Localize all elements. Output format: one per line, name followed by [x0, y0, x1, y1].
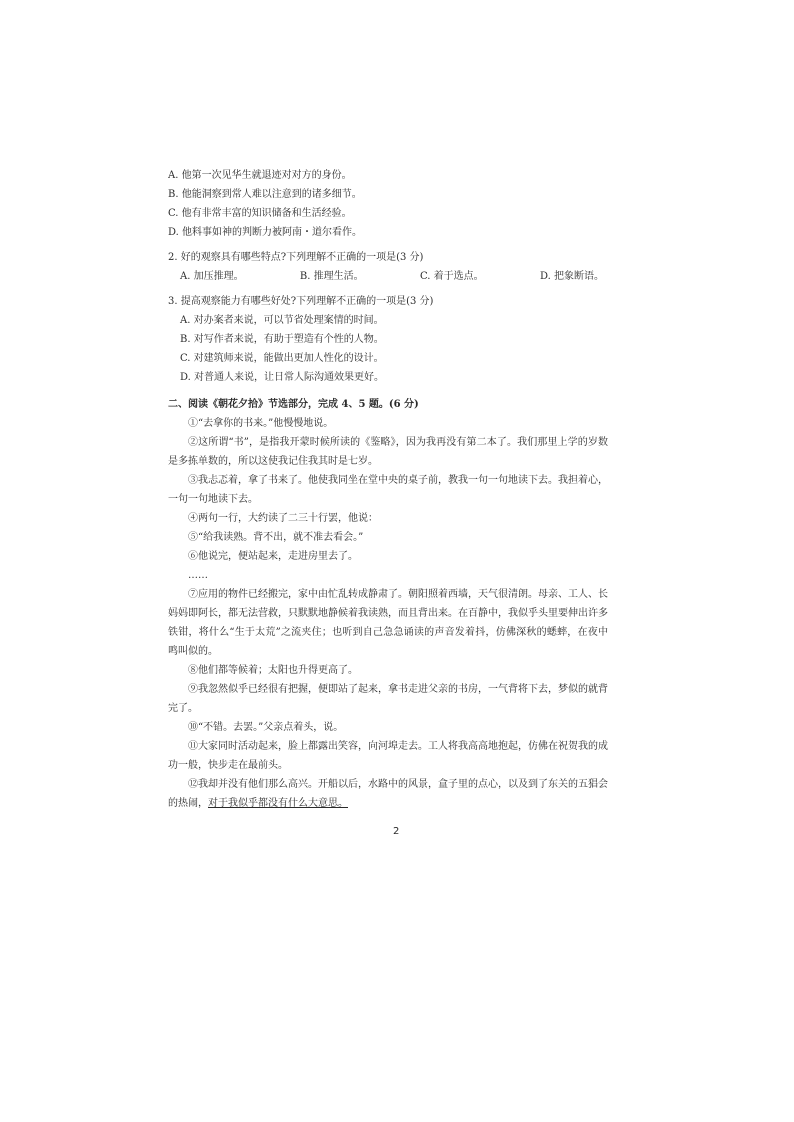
passage-paragraph-4: ④两句一行，大约读了二三十行罢，他说： — [188, 513, 378, 524]
passage-paragraph-5: ⑤“给我读熟。背不出，就不准去看会。” — [188, 532, 364, 543]
reading-passage — [168, 414, 608, 813]
passage-ellipsis: …… — [188, 570, 208, 581]
exam-content — [168, 166, 608, 813]
q1-option-d: D. 他料事如神的判断力被阿南・道尔看作。 — [168, 227, 363, 238]
passage-paragraph-6: ⑥他说完，便站起来，走进房里去了。 — [188, 551, 358, 562]
passage-paragraph-1: ①“去拿你的书来。”他慢慢地说。 — [188, 418, 334, 429]
passage-paragraph-8: ⑧他们都等候着；太阳也升得更高了。 — [188, 665, 358, 676]
q3-option-a: A. 对办案者来说，可以节省处理案情的时间。 — [180, 315, 384, 326]
q3-stem: 3. 提高观察能力有哪些好处?下列理解不正确的一项是(3 分) — [168, 296, 434, 307]
passage-paragraph-12-text: ⑫我却并没有他们那么高兴。开船以后，水路中的风景，盒子里的点心，以及到了东关的五猖会的热闹， — [168, 779, 608, 809]
passage-paragraph-11: ⑪大家同时活动起来，脸上都露出笑容，向河埠走去。工人将我高高地抱起，仿佛在祝贺我的成功一般，快步走在最前头。 — [168, 741, 608, 771]
q2-option-b: B. 推理生活。 — [299, 271, 364, 282]
q3-option-d: D. 对普通人来说，让日常人际沟通效果更好。 — [180, 372, 385, 383]
page-number: 2 — [393, 826, 400, 837]
q3-option-c: C. 对建筑师来说，能做出更加人性化的设计。 — [180, 353, 384, 364]
q2-option-d: D. 把象断语。 — [539, 271, 604, 282]
question-3 — [168, 292, 608, 387]
q1-option-b: B. 他能洞察到常人难以注意到的诸多细节。 — [168, 189, 362, 200]
q3-option-b: B. 对写作者来说，有助于塑造有个性的人物。 — [180, 334, 384, 345]
q2-option-c: C. 着于选点。 — [419, 271, 484, 282]
section-2-heading: 二、阅读《朝花夕拾》节选部分，完成 4、5 题。(6 分) — [168, 399, 419, 410]
passage-paragraph-7: ⑦应用的物件已经搬完，家中由忙乱转成静肃了。朝阳照着西墙，天气很清朗。母亲、工人、长妈妈即阿长，都无法营救，只默默地静候着我读熟，而且背出来。在百静中，我似乎头里要伸出许多铁钳，将什么“生于太荒”之流夹住；也听到自己急急诵读的声音发着抖，仿佛深秋的蟋蟀，在夜中鸣叫似的。 — [168, 589, 608, 657]
underlined-sentence: 对于我似乎都没有什么大意思。 — [208, 798, 348, 809]
q2-option-a: A. 加压推理。 — [180, 271, 244, 282]
q2-options — [168, 267, 604, 286]
passage-paragraph-2: ②这所谓“书”，是指我开蒙时候所读的《鉴略》，因为我再没有第二本了。我们那里上学的岁数是多拣单数的，所以这使我记住我其时是七岁。 — [168, 437, 608, 467]
q1-options — [168, 166, 608, 242]
passage-paragraph-3: ③我忐忑着，拿了书来了。他使我同坐在堂中央的桌子前，教我一句一句地读下去。我担着心，一句一句地读下去。 — [168, 475, 608, 505]
passage-paragraph-10: ⑩“不错。去罢。”父亲点着头，说。 — [188, 722, 344, 733]
q1-option-c: C. 他有非常丰富的知识储备和生活经验。 — [168, 208, 352, 219]
q1-option-a: A. 他第一次见华生就退迹对对方的身份。 — [168, 170, 352, 181]
question-2 — [168, 248, 608, 286]
passage-paragraph-12 — [168, 775, 608, 813]
passage-paragraph-9: ⑨我忽然似乎已经很有把握，便即站了起来，拿书走进父亲的书房，一气背将下去，梦似的就背完了。 — [168, 684, 608, 714]
q2-stem: 2. 好的观察具有哪些特点?下列理解不正确的一项是(3 分) — [168, 252, 424, 263]
